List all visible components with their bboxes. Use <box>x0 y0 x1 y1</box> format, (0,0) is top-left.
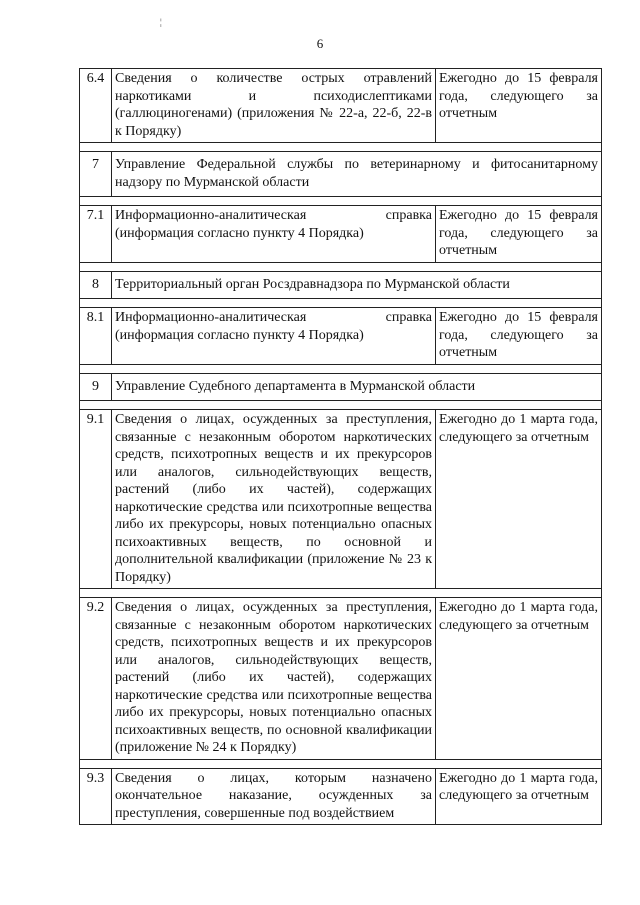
row-spacer <box>80 197 602 206</box>
row-number: 9.1 <box>80 410 112 589</box>
row-description: Сведения о лицах, которым назначено окончательное наказание, осужденных за преступления, совершенные под воздействием <box>112 768 436 825</box>
row-description: Сведения о лицах, осужденных за преступления, связанные с незаконным оборотом наркотических средств, психотропных веществ и их прекурсоров или аналогов, сильнодействующих веществ, растений (либо их частей), содержащих наркотические средства или психотропные вещества либо их прекурсоры, новых потенциально опасных психоактивных веществ, по основной квалификации (приложение № 24 к Порядку) <box>112 598 436 760</box>
reporting-schedule-table <box>79 68 602 825</box>
row-spacer <box>80 401 602 410</box>
section-title: Территориальный орган Росздравнадзора по Мурманской области <box>112 271 602 299</box>
row-number: 8.1 <box>80 308 112 365</box>
margin-tick-mark: ¦ <box>160 17 162 27</box>
row-deadline: Ежегодно до 1 марта года, следующего за отчетным <box>436 598 602 760</box>
section-number: 9 <box>80 373 112 401</box>
row-description: Сведения о лицах, осужденных за преступления, связанные с незаконным оборотом наркотических средств, психотропных веществ и их прекурсоров или аналогов, сильнодействующих веществ, растений (либо их частей), содержащих наркотические средства или психотропные вещества либо их прекурсоры, новых потенциально опасных психоактивных веществ, по основной и дополнительной квалификации (приложение № 23 к Порядку) <box>112 410 436 589</box>
row-description: Информационно-аналитическая справка (информация согласно пункту 4 Порядка) <box>112 308 436 365</box>
row-description: Сведения о количестве острых отравлений наркотиками и психодислептиками (галлюциногенами) (приложения № 22-а, 22-б, 22-в к Порядку) <box>112 69 436 143</box>
row-deadline: Ежегодно до 1 марта года, следующего за отчетным <box>436 768 602 825</box>
table-row <box>80 206 602 263</box>
table-row <box>80 768 602 825</box>
row-deadline: Ежегодно до 15 февраля года, следующего за отчетным <box>436 308 602 365</box>
table-row <box>80 410 602 589</box>
row-spacer <box>80 589 602 598</box>
section-title: Управление Судебного департамента в Мурманской области <box>112 373 602 401</box>
row-description: Информационно-аналитическая справка (информация согласно пункту 4 Порядка) <box>112 206 436 263</box>
row-spacer <box>80 299 602 308</box>
table-row <box>80 598 602 760</box>
section-row <box>80 152 602 197</box>
row-spacer <box>80 364 602 373</box>
row-spacer <box>80 262 602 271</box>
row-number: 6.4 <box>80 69 112 143</box>
table-row <box>80 308 602 365</box>
row-deadline: Ежегодно до 15 февраля года, следующего за отчетным <box>436 206 602 263</box>
section-row <box>80 373 602 401</box>
row-number: 7.1 <box>80 206 112 263</box>
row-spacer <box>80 759 602 768</box>
section-number: 8 <box>80 271 112 299</box>
section-title: Управление Федеральной службы по ветеринарному и фитосанитарному надзору по Мурманской области <box>112 152 602 197</box>
row-deadline: Ежегодно до 1 марта года, следующего за отчетным <box>436 410 602 589</box>
section-number: 7 <box>80 152 112 197</box>
page-number: 6 <box>316 36 324 51</box>
row-number: 9.2 <box>80 598 112 760</box>
row-deadline: Ежегодно до 15 февраля года, следующего за отчетным <box>436 69 602 143</box>
row-spacer <box>80 143 602 152</box>
table-row <box>80 69 602 143</box>
section-row <box>80 271 602 299</box>
row-number: 9.3 <box>80 768 112 825</box>
